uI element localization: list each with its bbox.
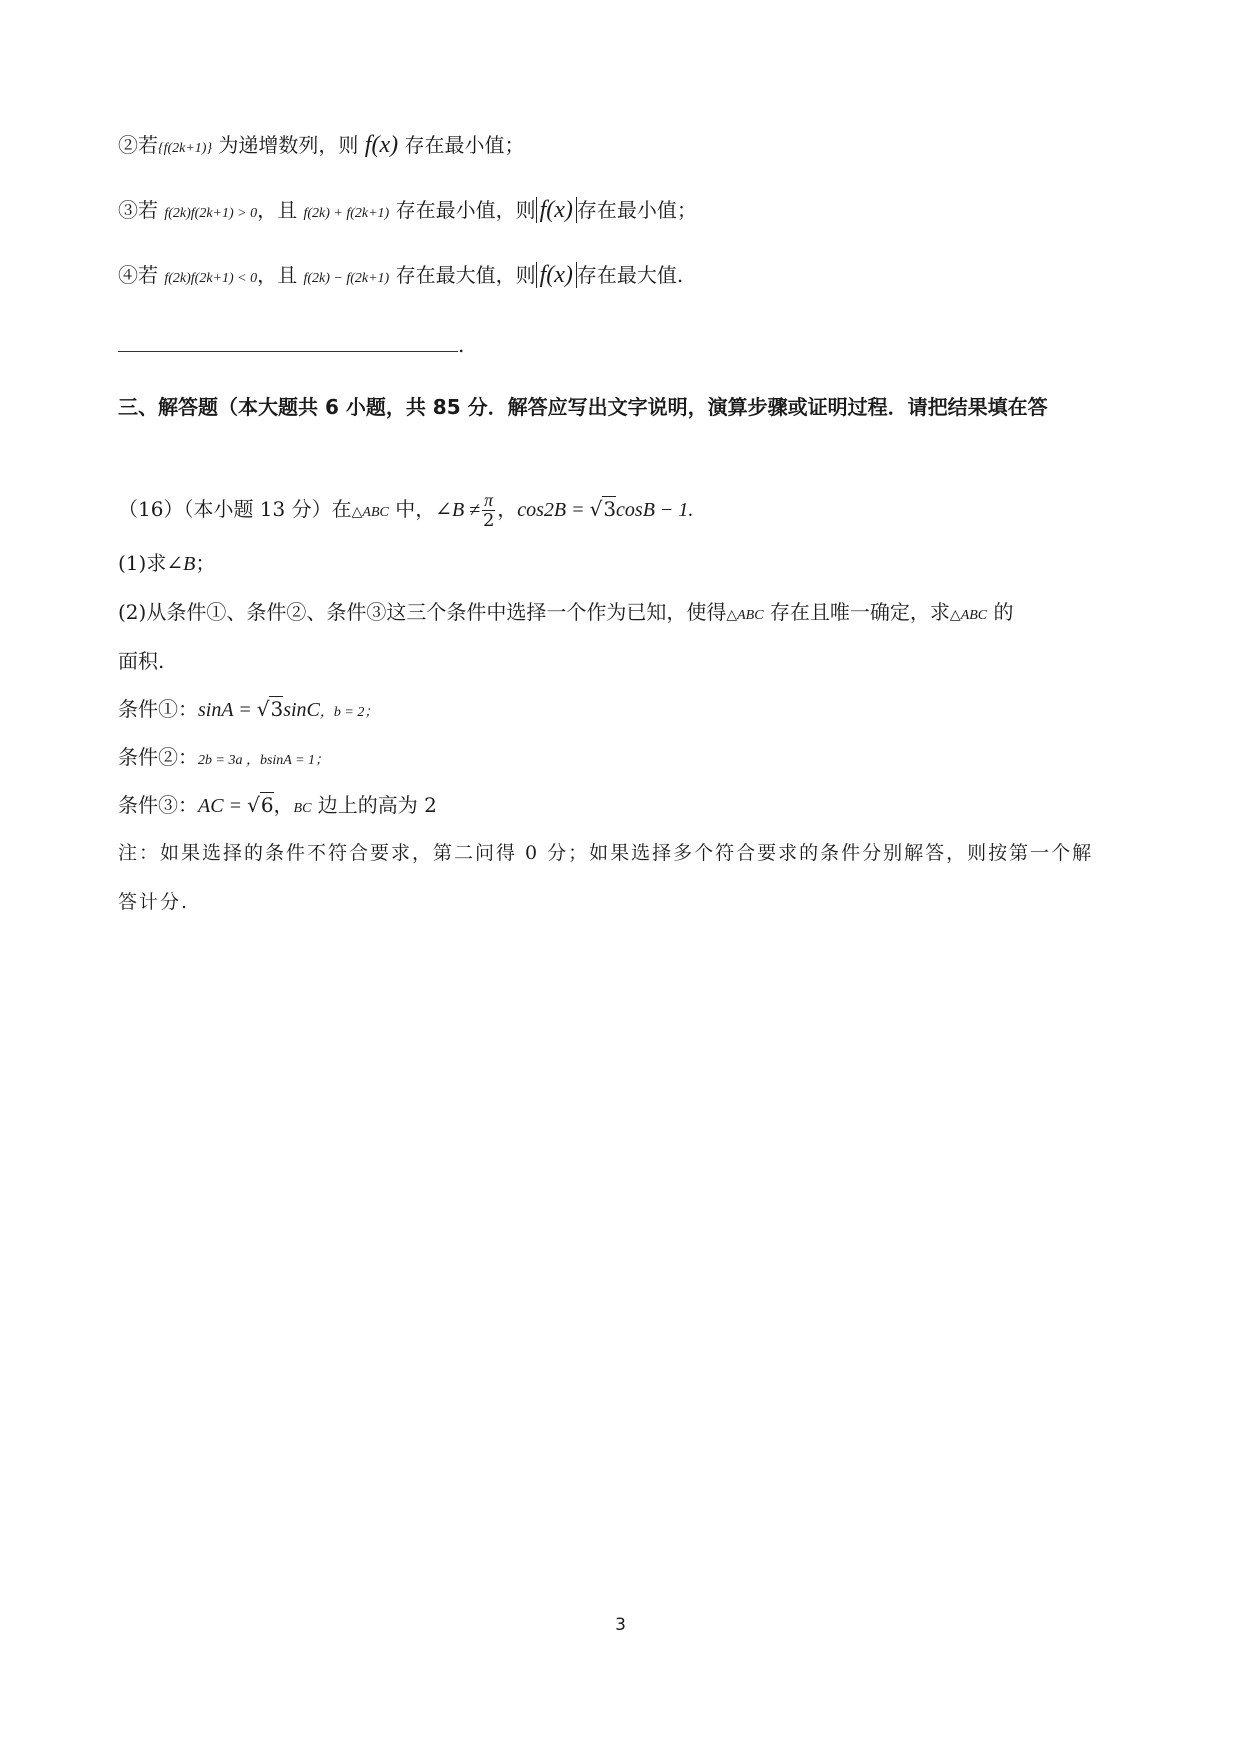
part2-text-a: (2)从条件①、条件②、条件③这三个条件中选择一个作为已知，使得 bbox=[118, 600, 727, 624]
item2-fx: f(x) bbox=[364, 132, 399, 158]
equation-lhs: cos2B = bbox=[517, 499, 590, 521]
pi-over-2-fraction bbox=[482, 490, 495, 531]
problem-16-statement bbox=[118, 490, 693, 531]
angle-b-neq: ∠B ≠ bbox=[435, 499, 481, 521]
cond1-sin-c: sinC bbox=[283, 699, 320, 721]
item3-mid2: 存在最小值，则 bbox=[389, 198, 536, 222]
answer-blank bbox=[118, 333, 458, 352]
cond2-math: 2b = 3a ，bsinA = 1； bbox=[198, 753, 330, 768]
item4-abs-fx: f(x) bbox=[536, 262, 577, 288]
sqrt-symbol: √ bbox=[247, 793, 260, 817]
item2-sequence: {f(2k+1)} bbox=[158, 141, 213, 156]
part1-suffix: ； bbox=[195, 551, 216, 575]
item4-mid2: 存在最大值，则 bbox=[389, 263, 536, 287]
separator: ， bbox=[497, 497, 518, 521]
statement-item-3 bbox=[118, 195, 697, 229]
part2-triangle-1: △ABC bbox=[726, 608, 764, 623]
cond3-sqrt-radicand: 6 bbox=[260, 793, 274, 817]
triangle-abc: △ABC bbox=[351, 505, 389, 520]
cond2-label: 条件②： bbox=[118, 745, 198, 769]
item3-expression: f(2k) + f(2k+1) bbox=[303, 206, 390, 221]
statement-item-2 bbox=[118, 130, 524, 164]
problem-16-part-2 bbox=[118, 597, 1014, 631]
answer-blank-period: . bbox=[458, 333, 465, 357]
equation-rhs: cosB − 1. bbox=[616, 499, 694, 521]
condition-3 bbox=[118, 790, 437, 824]
note-line-2: 答计分. bbox=[118, 891, 190, 913]
cond1-label: 条件①： bbox=[118, 697, 198, 721]
item3-suffix: 存在最小值； bbox=[576, 198, 697, 222]
problem-16-part-1 bbox=[118, 548, 215, 579]
part1-angle-b: ∠B bbox=[166, 553, 196, 575]
sqrt-symbol: √ bbox=[589, 497, 603, 521]
statement-item-4 bbox=[118, 260, 683, 294]
note-line-1: 注：如果选择的条件不符合要求，第二问得 0 分；如果选择多个符合要求的条件分别解答，则按第一个解 bbox=[118, 842, 1094, 864]
cond1-sin-a: sinA = bbox=[198, 699, 257, 721]
fraction-denominator: 2 bbox=[482, 510, 495, 531]
cond3-label: 条件③： bbox=[118, 793, 198, 817]
sqrt-3-radicand: 3 bbox=[603, 497, 617, 521]
item4-suffix: 存在最大值. bbox=[576, 263, 684, 287]
problem16-zhong: 中， bbox=[388, 497, 436, 521]
problem-16-part-2-cont: 面积. bbox=[118, 649, 165, 673]
item4-condition: f(2k)f(2k+1) < 0 bbox=[164, 271, 258, 286]
cond3-ac: AC = bbox=[198, 795, 248, 817]
item2-suffix: 存在最小值； bbox=[398, 133, 525, 157]
item3-mid1: ，且 bbox=[257, 198, 304, 222]
item3-condition: f(2k)f(2k+1) > 0 bbox=[164, 206, 258, 221]
part2-text-b: 存在且唯一确定，求 bbox=[763, 600, 950, 624]
condition-2 bbox=[118, 742, 329, 776]
item2-prefix: ②若 bbox=[118, 133, 158, 157]
page-number: 3 bbox=[615, 1615, 626, 1635]
part2-triangle-2: △ABC bbox=[949, 608, 988, 623]
fraction-numerator: π bbox=[484, 490, 494, 510]
item2-mid: 为递增数列，则 bbox=[212, 133, 365, 157]
item3-abs-fx: f(x) bbox=[536, 197, 577, 223]
item3-prefix: ③若 bbox=[118, 198, 165, 222]
sqrt-symbol: √ bbox=[256, 697, 270, 721]
condition-1 bbox=[118, 694, 378, 728]
answer-blank-line bbox=[118, 330, 464, 360]
cond3-sep: ， bbox=[273, 793, 294, 817]
part2-text-c: 的 bbox=[987, 600, 1014, 624]
cond1-b-value: ，b = 2； bbox=[319, 705, 379, 720]
item4-expression: f(2k) − f(2k+1) bbox=[303, 271, 390, 286]
cond3-bc: BC bbox=[293, 801, 312, 816]
part1-prefix: (1)求 bbox=[118, 551, 167, 575]
item4-prefix: ④若 bbox=[118, 263, 165, 287]
item4-mid1: ，且 bbox=[257, 263, 304, 287]
section-3-heading: 三、解答题（本大题共 6 小题，共 85 分．解答应写出文字说明，演算步骤或证明过程．请把结果填在答 bbox=[118, 395, 1048, 419]
problem16-intro: （16）（本小题 13 分）在 bbox=[118, 497, 352, 521]
cond3-height-text: 边上的高为 2 bbox=[311, 793, 437, 817]
cond1-sqrt-radicand: 3 bbox=[270, 697, 284, 721]
